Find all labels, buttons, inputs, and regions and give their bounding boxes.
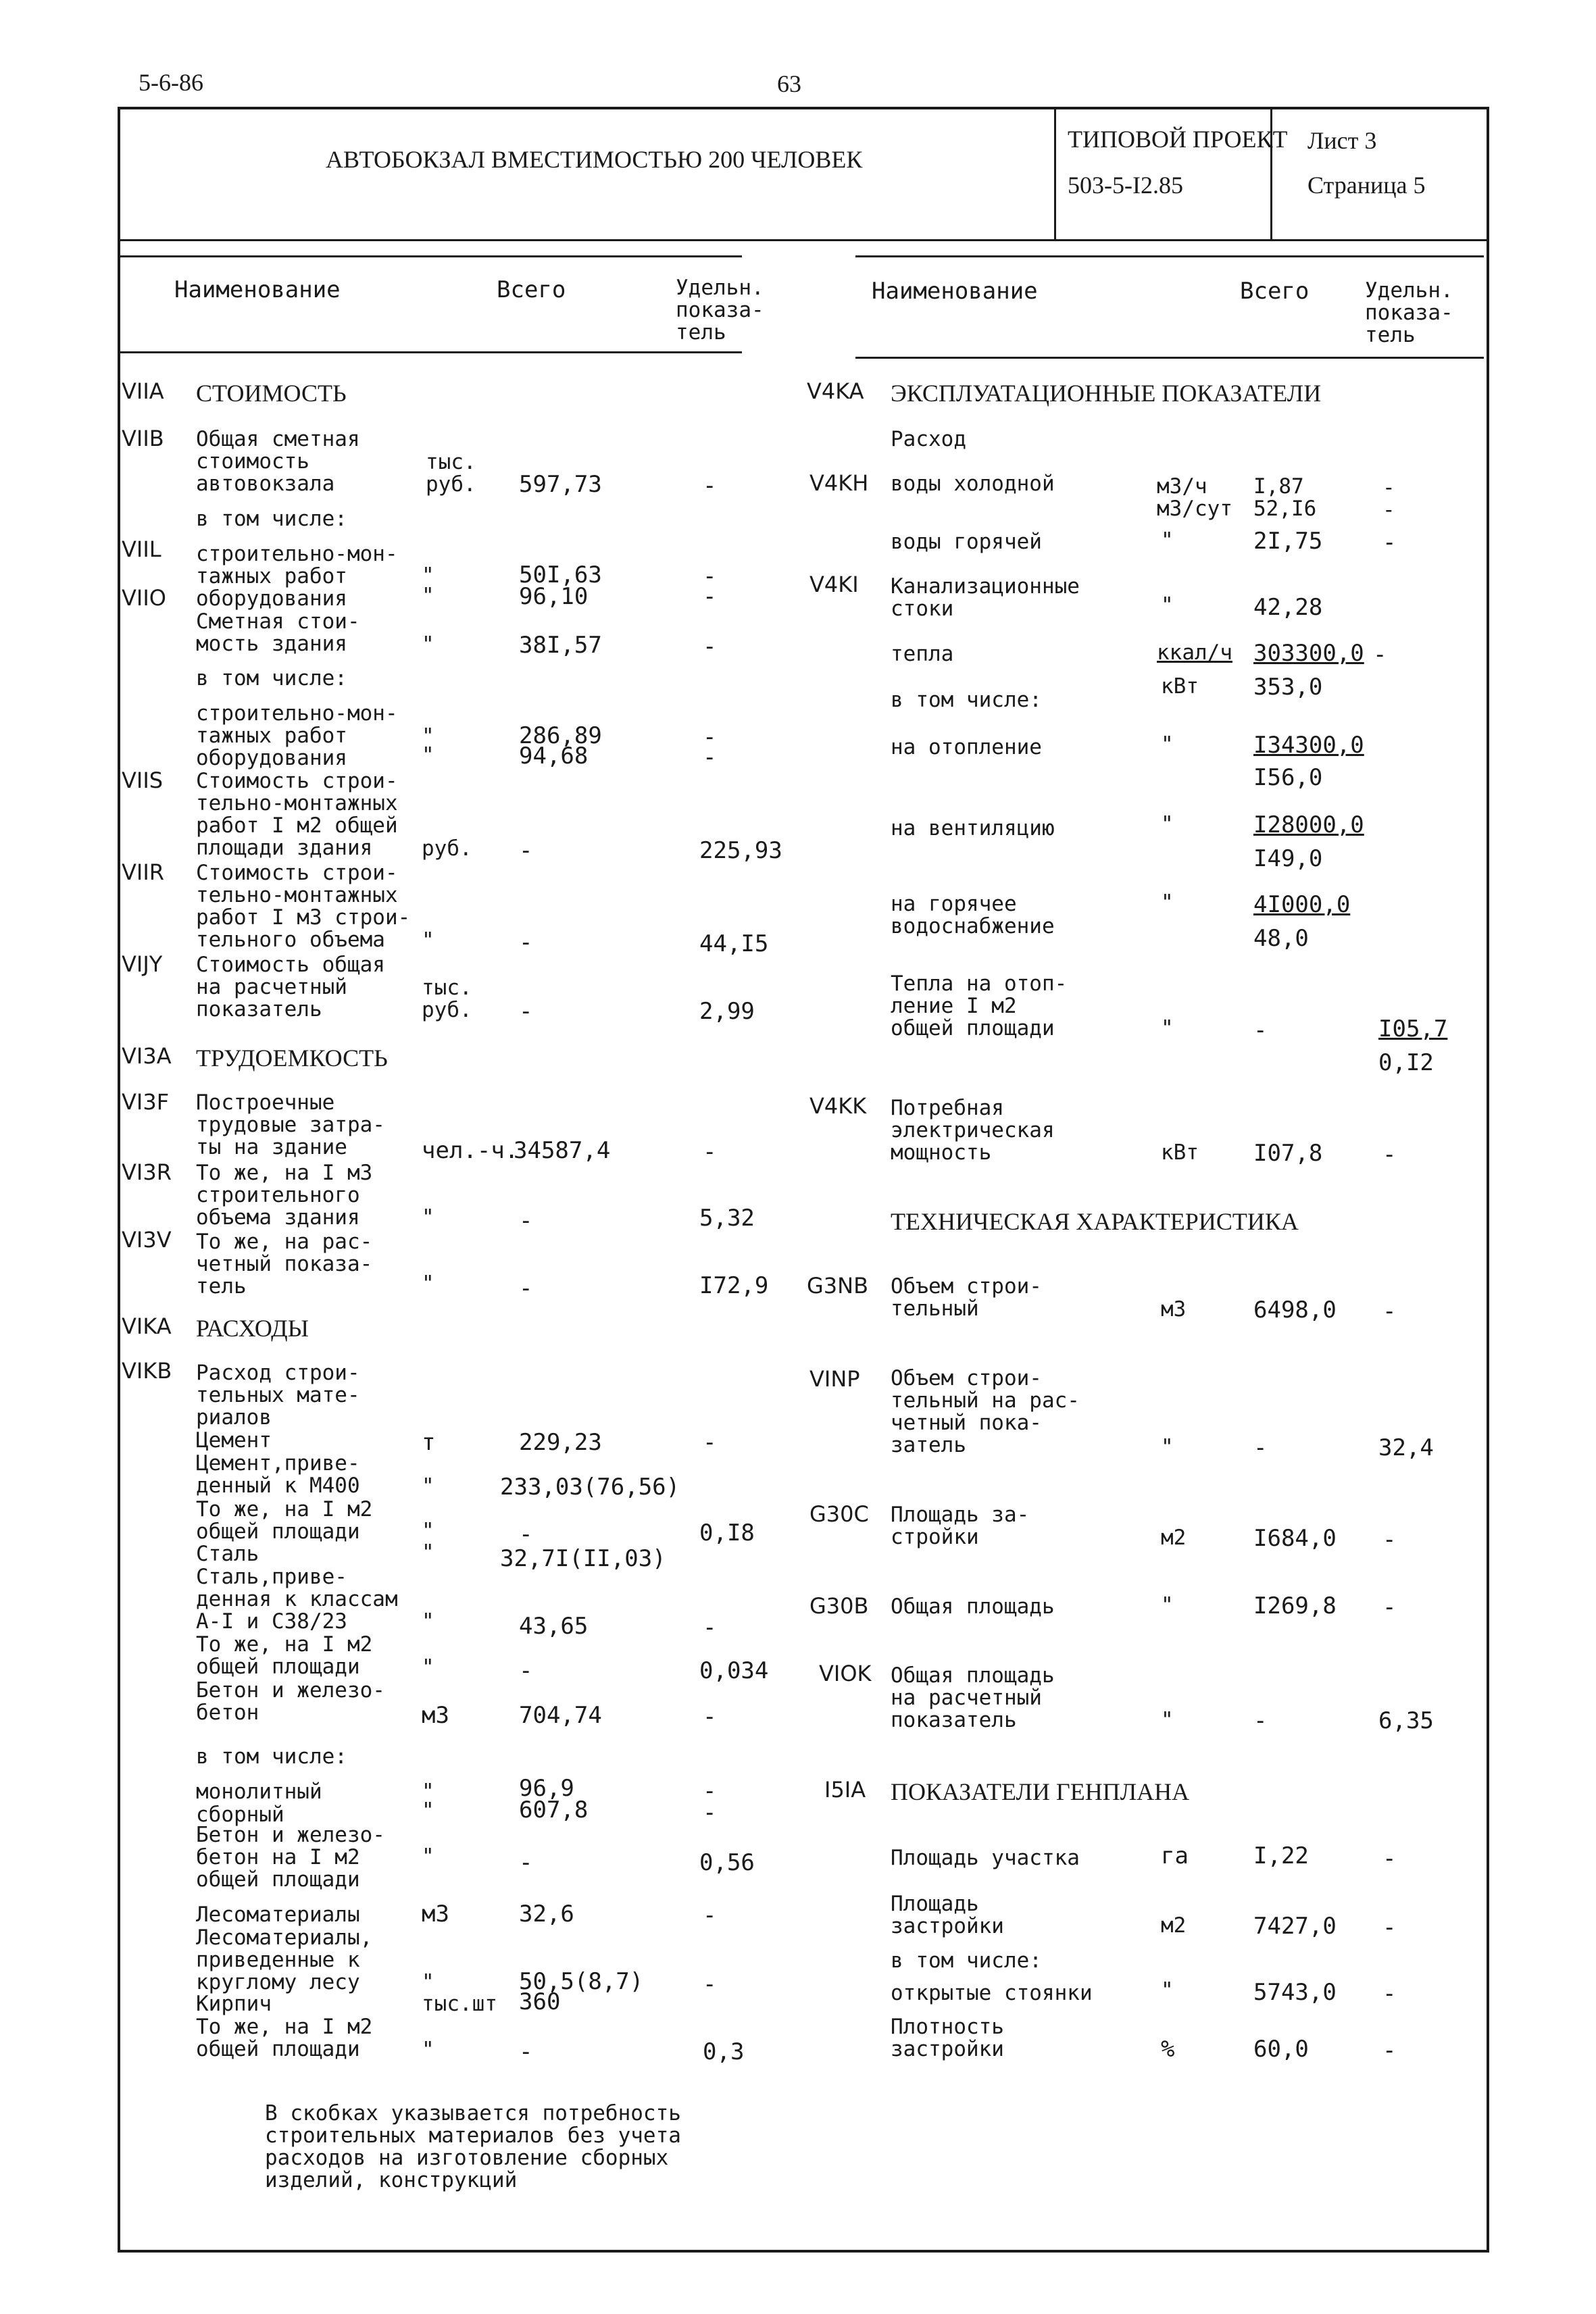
row-total: 4I000,0 xyxy=(1253,891,1351,918)
row-specific: - xyxy=(703,1703,717,1730)
row-code: VIIL xyxy=(122,536,161,562)
row-specific: 0,56 xyxy=(699,1849,755,1876)
row-total: - xyxy=(519,1521,533,1548)
row-specific: - xyxy=(1382,1845,1397,1872)
row-name: на вентиляцию xyxy=(891,816,1055,840)
row-total: I56,0 xyxy=(1253,764,1323,791)
row-total: 48,0 xyxy=(1253,925,1309,952)
row-code: VI3V xyxy=(122,1227,172,1253)
row-code: V4KI xyxy=(809,572,859,597)
row-specific: 0,I8 xyxy=(699,1519,755,1546)
row-total: 704,74 xyxy=(519,1702,602,1729)
row-unit: " xyxy=(422,724,434,749)
row-unit: чел.-ч. xyxy=(422,1137,519,1164)
row-name: сборный xyxy=(196,1803,284,1827)
row-total: - xyxy=(519,1275,533,1302)
row-name: в том числе: xyxy=(196,1744,347,1769)
row-specific: - xyxy=(703,1614,717,1641)
row-name: Общая площадь xyxy=(891,1594,1055,1619)
row-specific: - xyxy=(703,563,717,590)
row-code: VIJY xyxy=(122,951,163,977)
row-total: 303300,0 xyxy=(1253,640,1364,667)
row-name: Сметная стои- мость здания xyxy=(196,609,360,656)
frame-left xyxy=(118,107,120,2253)
row-total: I,87 52,I6 xyxy=(1253,474,1317,521)
row-unit: " xyxy=(422,1844,434,1869)
row-name: Площадь застройки xyxy=(891,1892,1004,1938)
row-name: То же, на рас- четный показа- тель xyxy=(196,1230,373,1299)
row-unit: " xyxy=(1161,593,1174,618)
row-code: VI3F xyxy=(122,1089,170,1115)
row-name: строительно-мон- тажных работ xyxy=(196,701,398,748)
row-total: 360 xyxy=(519,1988,561,2015)
row-unit: м3/ч м3/сут xyxy=(1157,474,1232,521)
row-code: VIOK xyxy=(819,1661,872,1686)
row-name: Канализационные стоки xyxy=(891,574,1080,621)
row-name: Плотность застройки xyxy=(891,2015,1004,2061)
row-unit: " xyxy=(1161,890,1174,915)
row-total: I49,0 xyxy=(1253,845,1323,872)
row-total: I684,0 xyxy=(1253,1525,1337,1552)
row-name: Объем строи- тельный xyxy=(891,1274,1042,1321)
row-specific: - xyxy=(1382,2037,1397,2064)
row-total: - xyxy=(519,998,533,1025)
row-code: G30B xyxy=(809,1593,869,1619)
row-name: монолитный xyxy=(196,1780,322,1804)
row-specific: - xyxy=(1382,529,1397,556)
row-specific: - xyxy=(1373,641,1387,668)
row-name: Потребная электрическая мощность xyxy=(891,1096,1055,1165)
row-unit: тыс.шт xyxy=(422,1992,497,2016)
row-unit: " xyxy=(422,1780,434,1804)
row-unit: м2 xyxy=(1161,1913,1187,1938)
row-specific: 6,35 xyxy=(1378,1707,1434,1734)
row-name: на горячее водоснабжение xyxy=(891,892,1055,938)
left-col-total: Всего xyxy=(497,276,566,303)
row-code: V4KK xyxy=(809,1093,867,1119)
row-unit: м3 xyxy=(422,1901,449,1928)
row-name: Лесоматериалы, приведенные к круглому лесу xyxy=(196,1926,373,1994)
left-col-name: Наименование xyxy=(174,276,341,303)
row-total: 286,89 xyxy=(519,722,602,749)
row-unit: " xyxy=(422,1474,434,1499)
row-total: 597,73 xyxy=(519,471,602,498)
row-name: на отопление xyxy=(891,735,1042,759)
left-colhead-top xyxy=(120,255,742,257)
row-specific: 2,99 xyxy=(699,998,755,1025)
row-name: Общая сметная стоимость автовокзала xyxy=(196,427,360,496)
row-name: в том числе: xyxy=(196,666,347,690)
row-unit: " xyxy=(422,1540,434,1565)
row-name: Объем строи- тельный на рас- четный пока- затель xyxy=(891,1366,1080,1457)
row-name: Стоимость общая на расчетный показатель xyxy=(196,953,385,1022)
row-name: Тепла на отоп- ление I м2 общей площади xyxy=(891,972,1068,1040)
row-total: 32,7I(II,03) xyxy=(500,1545,666,1572)
row-total: 43,65 xyxy=(519,1613,589,1640)
row-total: 50,5(8,7) xyxy=(519,1968,644,1995)
row-name: воды горячей xyxy=(891,530,1042,554)
right-col-specific: Удельн. показа- тель xyxy=(1365,278,1453,347)
header-rule xyxy=(118,239,1488,241)
row-unit: " xyxy=(1161,1708,1174,1732)
row-name: То же, на I м2 общей площади xyxy=(196,1632,373,1679)
row-specific: - xyxy=(703,724,717,751)
row-specific: - xyxy=(1382,1594,1397,1621)
project-label: ТИПОВОЙ ПРОЕКТ xyxy=(1068,126,1288,153)
row-specific: - xyxy=(703,1429,717,1456)
row-unit: " xyxy=(1161,1593,1174,1617)
row-specific: I72,9 xyxy=(699,1272,769,1299)
row-unit: " xyxy=(422,1609,434,1634)
row-total: 5743,0 xyxy=(1253,1979,1337,2006)
row-name: То же, на I м2 общей площади xyxy=(196,2015,373,2061)
row-total: - xyxy=(1253,1434,1268,1461)
row-code: VIIA xyxy=(122,378,164,404)
row-specific: - xyxy=(703,1902,717,1929)
row-total: I07,8 xyxy=(1253,1140,1323,1167)
row-code: V4KA xyxy=(807,378,864,404)
row-total: - xyxy=(519,929,533,956)
row-unit: " xyxy=(422,928,434,953)
row-code: VINP xyxy=(809,1366,860,1392)
page-label: Страница 5 xyxy=(1307,172,1426,199)
row-unit: " xyxy=(422,1655,434,1680)
row-specific: 225,93 xyxy=(699,837,782,864)
row-unit: " xyxy=(422,1970,434,1994)
row-unit: " xyxy=(422,1272,434,1296)
row-unit: ккал/ч xyxy=(1157,640,1232,665)
row-total: 96,9 xyxy=(519,1775,574,1802)
section-title: РАСХОДЫ xyxy=(196,1315,309,1342)
row-unit: га xyxy=(1161,1842,1189,1869)
row-total: 229,23 xyxy=(519,1429,602,1456)
row-code: VIKB xyxy=(122,1358,172,1384)
row-name: оборудования xyxy=(196,746,347,770)
row-specific: - xyxy=(703,1778,717,1805)
left-colhead-bottom xyxy=(120,351,742,353)
row-unit: тыс. руб. xyxy=(422,976,472,1022)
row-total: - xyxy=(1253,1017,1268,1044)
section-title: СТОИМОСТЬ xyxy=(196,380,347,407)
row-total: 60,0 xyxy=(1253,2036,1309,2063)
row-code: V4KH xyxy=(809,470,869,496)
row-unit: % xyxy=(1161,2036,1175,2063)
row-name: открытые стоянки xyxy=(891,1981,1093,2005)
section-title: ЭКСПЛУАТАЦИОННЫЕ ПОКАЗАТЕЛИ xyxy=(891,380,1322,407)
row-total: 7427,0 xyxy=(1253,1913,1337,1940)
row-unit: т xyxy=(422,1429,436,1456)
row-code: VI3A xyxy=(122,1043,172,1069)
row-total: - xyxy=(519,837,533,864)
row-code: VI3R xyxy=(122,1159,172,1185)
row-code: G30C xyxy=(809,1501,869,1527)
frame-right xyxy=(1487,107,1489,2253)
frame-top xyxy=(118,107,1488,109)
row-total: I269,8 xyxy=(1253,1592,1337,1619)
row-unit: " xyxy=(422,563,434,588)
row-name: То же, на I м2 общей площади xyxy=(196,1497,373,1544)
row-specific: 0,I2 xyxy=(1378,1049,1434,1076)
right-col-name: Наименование xyxy=(872,278,1038,305)
right-col-total: Всего xyxy=(1240,278,1310,305)
row-code: VIIB xyxy=(122,426,164,451)
row-specific: - xyxy=(1382,1914,1397,1941)
row-name: Построечные трудовые затра- ты на здание xyxy=(196,1090,385,1159)
row-unit: " xyxy=(422,632,434,657)
row-code: I5IA xyxy=(824,1777,866,1803)
row-total: 2I,75 xyxy=(1253,528,1323,555)
row-unit: " xyxy=(422,584,434,608)
row-name: Цемент,приве- денный к М400 xyxy=(196,1451,360,1498)
row-total: 42,28 xyxy=(1253,594,1323,621)
row-unit: " xyxy=(422,1519,434,1543)
row-total: 233,03(76,56) xyxy=(500,1474,680,1501)
row-unit: " xyxy=(422,1799,434,1823)
row-total: 353,0 xyxy=(1253,674,1323,701)
row-specific: 32,4 xyxy=(1378,1434,1434,1461)
row-specific: - xyxy=(1382,1298,1397,1325)
row-name: воды холодной xyxy=(891,472,1055,496)
row-name: в том числе: xyxy=(196,507,347,531)
row-code: VIKA xyxy=(122,1313,172,1339)
row-total: 94,68 xyxy=(519,743,589,770)
row-unit: " xyxy=(422,1205,434,1230)
row-specific: 44,I5 xyxy=(699,930,769,957)
row-name: Общая площадь на расчетный показатель xyxy=(891,1663,1055,1732)
row-name: Кирпич xyxy=(196,1992,272,2016)
row-unit: руб. xyxy=(422,836,472,861)
row-total: 607,8 xyxy=(519,1796,589,1823)
row-specific: - xyxy=(1382,1141,1397,1168)
row-code: VIIS xyxy=(122,768,164,793)
row-specific: - xyxy=(1382,1526,1397,1553)
row-name: в том числе: xyxy=(891,688,1042,712)
row-code: G3NB xyxy=(807,1273,869,1299)
row-name: тепла xyxy=(891,642,954,666)
row-specific: 5,32 xyxy=(699,1205,755,1232)
doc-code: 5-6-86 xyxy=(139,69,203,96)
row-name: оборудования xyxy=(196,586,347,611)
row-total: - xyxy=(519,1657,533,1684)
row-name: Расход xyxy=(891,427,966,451)
row-unit: " xyxy=(1161,1978,1174,2003)
row-specific: I05,7 xyxy=(1378,1015,1448,1042)
row-total: 96,10 xyxy=(519,583,589,610)
right-colhead-bottom xyxy=(855,357,1484,359)
row-total: 6498,0 xyxy=(1253,1297,1337,1324)
row-specific: 0,034 xyxy=(699,1657,769,1684)
frame-bottom xyxy=(118,2250,1489,2253)
row-total: 50I,63 xyxy=(519,561,602,588)
section-title: ПОКАЗАТЕЛИ ГЕНПЛАНА xyxy=(891,1778,1190,1805)
row-name: Бетон и железо- бетон на I м2 общей площади xyxy=(196,1823,385,1892)
row-specific: - xyxy=(703,1971,717,1998)
row-specific: - xyxy=(1382,1980,1397,2007)
row-name: Сталь,приве- денная к классам А-I и С38/23 xyxy=(196,1565,398,1634)
row-unit: м3 xyxy=(1161,1297,1187,1322)
right-colhead-top xyxy=(855,255,1484,257)
row-name: Лесоматериалы xyxy=(196,1903,360,1927)
row-total: 38I,57 xyxy=(519,632,602,659)
document-title: АВТОБОКЗАЛ ВМЕСТИМОСТЬЮ 200 ЧЕЛОВЕК xyxy=(326,146,863,173)
section-title: ТЕХНИЧЕСКАЯ ХАРАКТЕРИСТИКА xyxy=(891,1208,1299,1235)
row-name: Площадь за- стройки xyxy=(891,1503,1030,1549)
row-name: в том числе: xyxy=(891,1948,1042,1973)
row-total: I34300,0 xyxy=(1253,732,1364,759)
row-name: Площадь участка xyxy=(891,1846,1080,1870)
row-unit: кВт xyxy=(1161,1140,1199,1165)
row-total: - xyxy=(519,1207,533,1234)
row-total: - xyxy=(519,2038,533,2065)
footnote: В скобках указывается потребность строительных материалов без учета расходов на изготовление сборных изделий, конструкций xyxy=(265,2101,681,2192)
row-specific: 0,3 xyxy=(703,2038,745,2065)
row-specific: - xyxy=(703,472,717,499)
row-unit: кВт xyxy=(1161,674,1199,699)
row-specific: - xyxy=(703,583,717,610)
section-title: ТРУДОЕМКОСТЬ xyxy=(196,1045,388,1072)
row-unit: м3 xyxy=(422,1702,449,1729)
row-name: Цемент xyxy=(196,1428,272,1453)
row-unit: " xyxy=(1161,528,1174,553)
row-code: VIIO xyxy=(122,585,166,611)
row-name: Стоимость строи- тельно-монтажных работ I м3 строи- тельного объема xyxy=(196,861,411,952)
row-name: Стоимость строи- тельно-монтажных работ I м2 общей площади здания xyxy=(196,769,398,860)
row-unit: м2 xyxy=(1161,1526,1187,1550)
row-specific: - xyxy=(703,744,717,771)
row-total: - xyxy=(519,1849,533,1876)
row-name: Расход строи- тельных мате- риалов xyxy=(196,1361,360,1430)
row-specific: - xyxy=(703,633,717,660)
row-total: I28000,0 xyxy=(1253,811,1364,838)
row-total: 34587,4 xyxy=(514,1137,611,1164)
row-specific: - xyxy=(703,1799,717,1826)
row-total: I,22 xyxy=(1253,1842,1309,1869)
row-unit: " xyxy=(422,743,434,768)
row-unit: " xyxy=(1161,1016,1174,1040)
sheet-number: Лист 3 xyxy=(1307,127,1377,154)
row-total: 32,6 xyxy=(519,1901,574,1928)
left-col-specific: Удельн. показа- тель xyxy=(676,276,764,345)
row-unit: " xyxy=(1161,812,1174,836)
row-code: VIIR xyxy=(122,859,164,885)
row-name: Бетон и железо- бетон xyxy=(196,1678,385,1725)
row-unit: " xyxy=(422,2038,434,2062)
project-number: 503-5-I2.85 xyxy=(1068,172,1183,199)
row-unit: " xyxy=(1161,1435,1174,1459)
row-total: - xyxy=(1253,1707,1268,1734)
row-name: То же, на I м3 строительного объема здания xyxy=(196,1161,373,1230)
row-specific: - - xyxy=(1382,476,1395,522)
row-specific: - xyxy=(703,1138,717,1165)
row-unit: " xyxy=(1161,732,1174,757)
row-name: Сталь xyxy=(196,1542,259,1566)
page-number: 63 xyxy=(777,70,801,97)
header-divider-1 xyxy=(1054,107,1056,241)
row-name: строительно-мон- тажных работ xyxy=(196,542,398,588)
row-unit: тыс. руб. xyxy=(426,450,476,497)
